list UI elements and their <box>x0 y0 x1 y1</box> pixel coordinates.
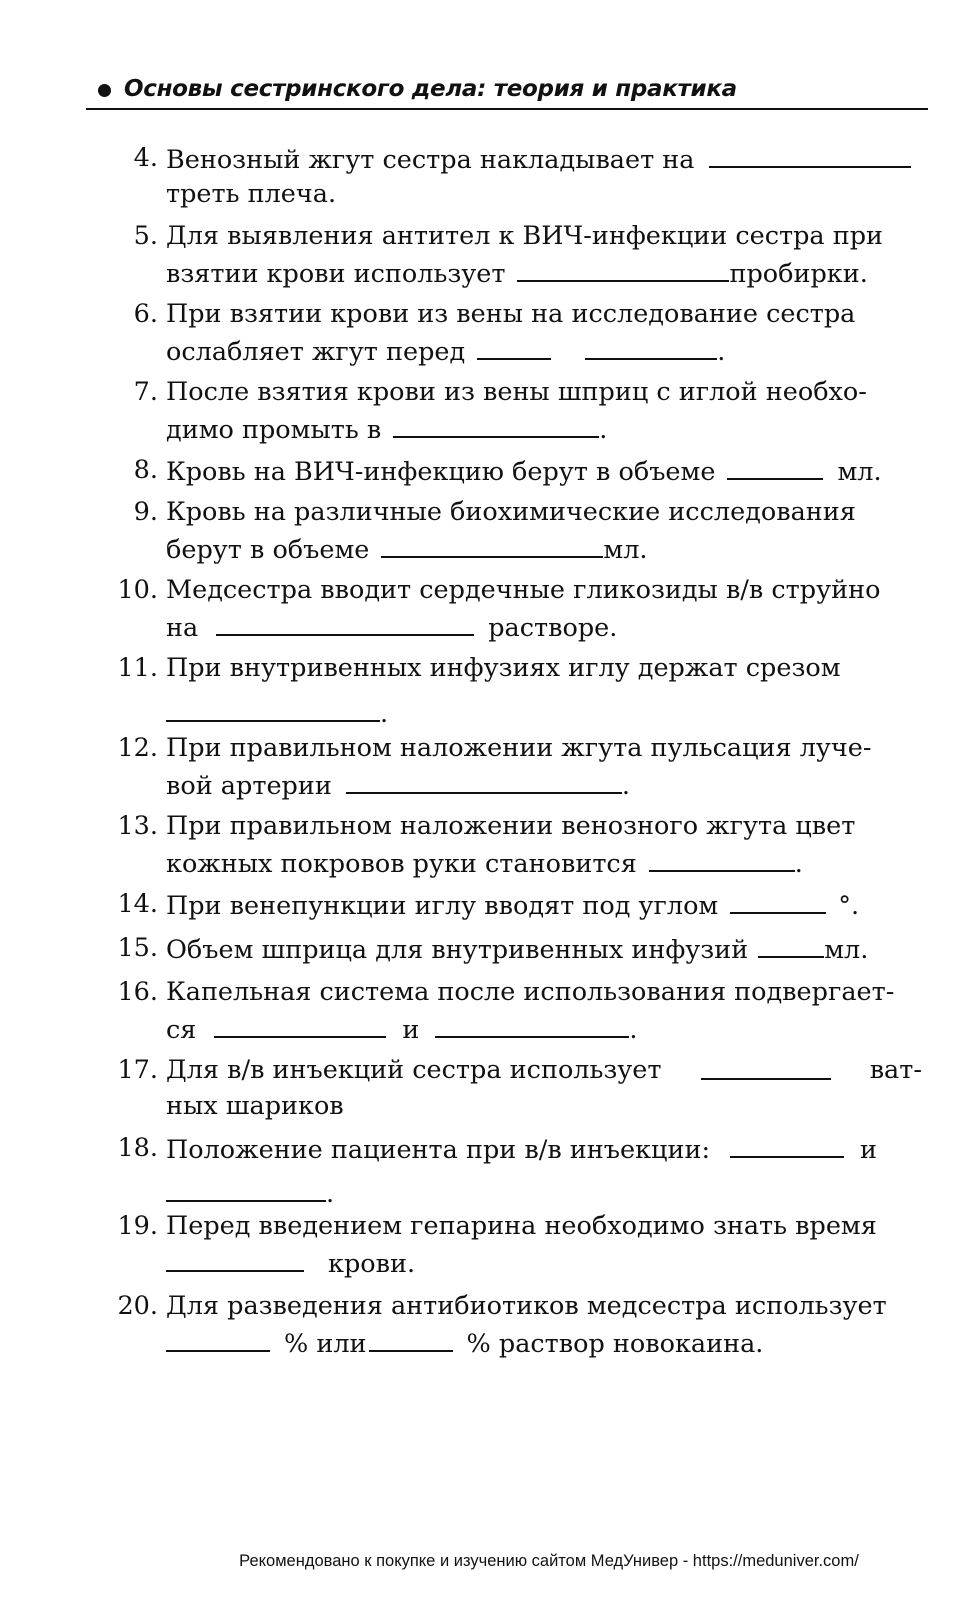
question-line-1 <box>166 930 868 968</box>
question-line-2 <box>166 1244 415 1282</box>
question-text: вой артерии <box>166 771 332 801</box>
question-text: При правильном наложении жгута пульсация луче- <box>166 733 872 763</box>
question-text: Кровь на различные биохимические исследования <box>166 497 856 527</box>
answer-blank[interactable] <box>585 332 717 360</box>
answer-blank[interactable] <box>730 886 826 914</box>
question-text: ных шариков <box>166 1091 344 1121</box>
question-line-1 <box>166 1208 877 1244</box>
question-text: . <box>629 1015 638 1045</box>
question-text: Для в/в инъекций сестра использует <box>166 1055 662 1085</box>
question-text: пробирки. <box>729 259 868 289</box>
question-text: Кровь на ВИЧ-инфекцию берут в объеме <box>166 457 716 487</box>
question-text: мл. <box>824 935 869 965</box>
question-text: При правильном наложении венозного жгута цвет <box>166 811 856 841</box>
answer-blank[interactable] <box>166 1324 270 1352</box>
question-number: 6. <box>133 299 158 329</box>
question-line-1 <box>166 650 922 686</box>
question-number: 20. <box>117 1291 158 1321</box>
question-text: треть плеча. <box>166 179 337 209</box>
question-line-2 <box>166 410 607 448</box>
question-text: При венепункции иглу вводят под углом <box>166 891 719 921</box>
answer-blank[interactable] <box>216 608 474 636</box>
question-text: крови. <box>328 1249 416 1279</box>
question-number: 9. <box>133 497 158 527</box>
question-text: Перед введением гепарина необходимо знать время <box>166 1211 877 1241</box>
question-line-2 <box>166 332 725 370</box>
header-title: Основы сестринского дела: теория и практика <box>124 76 737 102</box>
question-text: Медсестра вводит сердечные гликозиды в/в струйно <box>166 575 881 605</box>
question-text: Венозный жгут сестра накладывает на <box>166 145 695 175</box>
question-line-2 <box>166 254 868 292</box>
question-text: на <box>166 613 199 643</box>
question-line-1 <box>166 218 883 254</box>
answer-blank[interactable] <box>435 1010 629 1038</box>
question-text: взятии крови использует <box>166 259 506 289</box>
answer-blank[interactable] <box>517 254 729 282</box>
question-line-1 <box>166 886 859 924</box>
question-text: После взятия крови из вены шприц с иглой необхо- <box>166 377 867 407</box>
question-line-1 <box>166 572 880 608</box>
answer-blank[interactable] <box>166 1244 304 1272</box>
question-text: °. <box>838 891 860 921</box>
question-line-1 <box>166 1288 887 1324</box>
question-text: Капельная система после использования подвергает- <box>166 977 895 1007</box>
answer-blank[interactable] <box>369 1324 453 1352</box>
question-number: 15. <box>117 933 158 963</box>
question-number: 16. <box>117 977 158 1007</box>
question-text: и <box>402 1015 420 1045</box>
question-line-2 <box>166 1174 334 1212</box>
question-text: Положение пациента при в/в инъекции: <box>166 1135 711 1165</box>
answer-blank[interactable] <box>730 1130 844 1158</box>
question-number: 19. <box>117 1211 158 1241</box>
question-line-1 <box>166 1130 877 1168</box>
question-line-2 <box>166 694 388 732</box>
question-text: берут в объеме <box>166 535 370 565</box>
question-line-2 <box>166 608 617 646</box>
question-number: 4. <box>133 143 158 173</box>
question-text: . <box>794 849 803 879</box>
answer-blank[interactable] <box>393 410 599 438</box>
question-text: % или <box>284 1329 367 1359</box>
question-text: % раствор новокаина. <box>466 1329 764 1359</box>
question-text: При взятии крови из вены на исследование сестра <box>166 299 856 329</box>
question-number: 5. <box>133 221 158 251</box>
question-line-2 <box>166 844 803 882</box>
question-text: . <box>621 771 630 801</box>
question-text: димо промыть в <box>166 415 382 445</box>
answer-blank[interactable] <box>709 140 911 168</box>
question-text: . <box>717 337 726 367</box>
question-number: 13. <box>117 811 158 841</box>
question-text: При внутривенных инфузиях иглу держат срезом <box>166 653 841 683</box>
answer-blank[interactable] <box>381 530 603 558</box>
answer-blank[interactable] <box>346 766 622 794</box>
question-text: ослабляет жгут перед <box>166 337 466 367</box>
question-number: 18. <box>117 1133 158 1163</box>
answer-blank[interactable] <box>214 1010 386 1038</box>
answer-blank[interactable] <box>649 844 795 872</box>
question-text: и <box>860 1135 878 1165</box>
question-line-1 <box>166 452 882 490</box>
question-text: ват- <box>869 1055 922 1085</box>
question-number: 17. <box>117 1055 158 1085</box>
question-line-1 <box>166 494 856 530</box>
question-line-1 <box>166 296 855 332</box>
question-line-2 <box>166 176 336 212</box>
question-text: растворе. <box>488 613 618 643</box>
question-text: Для разведения антибиотиков медсестра использует <box>166 1291 887 1321</box>
question-line-2 <box>166 530 648 568</box>
question-number: 11. <box>117 653 158 683</box>
answer-blank[interactable] <box>701 1052 831 1080</box>
question-line-2 <box>166 1010 637 1048</box>
question-number: 8. <box>133 455 158 485</box>
question-line-2 <box>166 766 630 804</box>
question-line-1 <box>166 808 922 844</box>
footer-watermark: Рекомендовано к покупке и изучению сайтом МедУнивер - https://meduniver.com/ <box>239 1552 859 1570</box>
question-text: кожных покровов руки становится <box>166 849 637 879</box>
answer-blank[interactable] <box>166 1174 326 1202</box>
question-text: мл. <box>837 457 882 487</box>
question-text: Объем шприца для внутривенных инфузий <box>166 935 749 965</box>
bullet-icon <box>98 84 111 97</box>
answer-blank[interactable] <box>477 332 551 360</box>
question-line-1 <box>166 374 867 410</box>
question-text: . <box>326 1179 335 1209</box>
question-text: ся <box>166 1015 197 1045</box>
question-line-1 <box>166 140 911 178</box>
question-line-1 <box>166 1052 922 1088</box>
question-text: . <box>380 699 389 729</box>
question-line-2 <box>166 1088 344 1124</box>
question-number: 12. <box>117 733 158 763</box>
question-number: 14. <box>117 889 158 919</box>
question-number: 10. <box>117 575 158 605</box>
answer-blank[interactable] <box>166 694 380 722</box>
question-text: Для выявления антител к ВИЧ-инфекции сестра при <box>166 221 884 251</box>
question-text: . <box>599 415 608 445</box>
question-line-1 <box>166 974 894 1010</box>
question-text: мл. <box>603 535 648 565</box>
question-line-2 <box>166 1324 763 1362</box>
running-header <box>86 74 928 110</box>
question-line-1 <box>166 730 871 766</box>
answer-blank[interactable] <box>758 930 824 958</box>
question-number: 7. <box>133 377 158 407</box>
answer-blank[interactable] <box>727 452 823 480</box>
